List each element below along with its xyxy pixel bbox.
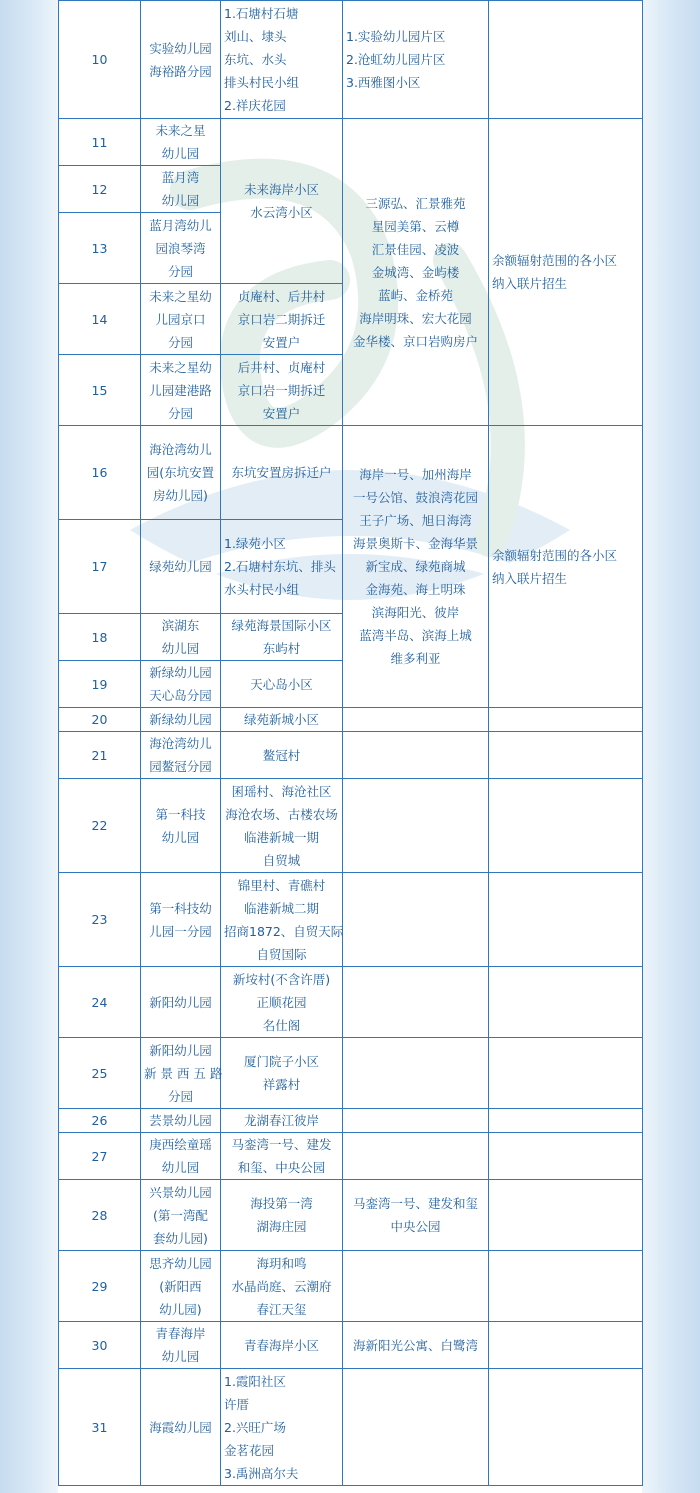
kindergarten-name-line: (第一湾配 [153,1207,208,1223]
zone-cell-line: 囷瑶村、海沧社区 [231,783,332,799]
row-number-line: 18 [91,629,108,645]
zone-cell-line: 金茗花园 [224,1442,275,1458]
row-number [59,779,141,873]
kindergarten-name-line: 海沧湾幼儿 [149,736,212,751]
note-cell [489,732,643,779]
community-cell-line: 金华楼、京口岩购房户 [352,333,478,349]
community-cell-line: 海岸明珠、宏大花园 [359,310,472,326]
row-number-line: 20 [91,712,108,727]
zone-cell-line: 许厝 [224,1396,250,1412]
zone-cell-line: 正顺花园 [256,994,307,1010]
zone-cell-line: 厦门院子小区 [243,1054,319,1069]
zone-cell-line: 青春海岸小区 [243,1337,319,1353]
kindergarten-name-line: (新阳西 [159,1278,202,1294]
kindergarten-name [141,967,221,1038]
community-cell [343,779,489,873]
row-number [59,1,141,119]
zone-cell [221,873,343,967]
row-number [59,1038,141,1109]
table-row [59,873,643,967]
kindergarten-name [141,1133,221,1180]
zone-cell [221,426,343,520]
community-cell [343,708,489,732]
note-cell [489,873,643,967]
kindergarten-name [141,1322,221,1369]
community-cell-line: 王子广场、旭日海湾 [359,513,472,528]
zone-cell-line: 京口岩一期拆迁 [237,382,326,398]
kindergarten-name-line: 分园 [167,334,193,350]
note-cell [489,708,643,732]
community-cell [343,1369,489,1486]
zone-cell [221,708,343,732]
community-cell-line: 维多利亚 [390,651,441,666]
row-number-line: 27 [91,1148,108,1164]
zone-cell-line: 贞庵村、后井村 [237,288,326,304]
zone-cell [221,284,343,355]
kindergarten-name-line: 幼儿园) [159,1301,202,1317]
left-border-decoration [0,0,58,1493]
row-number-line: 25 [91,1065,108,1081]
zone-cell-line: 2.祥庆花园 [224,98,286,113]
kindergarten-name-line: 海霞幼儿园 [149,1419,212,1435]
row-number-line: 23 [91,912,108,927]
zone-cell [221,661,343,708]
community-cell [343,1180,489,1251]
note-cell-line: 余额辐射范围的各小区 [492,547,618,563]
row-number-line: 31 [91,1419,108,1435]
row-number [59,1180,141,1251]
zone-cell [221,1,343,119]
row-number-line: 14 [91,311,108,327]
kindergarten-name-line: 分园 [167,1088,193,1104]
community-cell [343,1251,489,1322]
zone-cell-line: 海玥和鸣 [256,1255,307,1271]
community-cell [343,967,489,1038]
community-cell-line: 1.实验幼儿园片区 [346,29,446,44]
kindergarten-name-line: 幼儿园 [161,1349,200,1364]
community-cell-line: 海岸一号、加州海岸 [359,467,472,482]
note-cell [489,1322,643,1369]
note-cell [489,967,643,1038]
kindergarten-name-line: 海沧湾幼儿 [149,442,212,457]
zone-cell-line: 天心岛小区 [250,676,313,692]
row-number [59,426,141,520]
community-cell-line: 滨海阳光、彼岸 [371,605,460,620]
table-row [59,1322,643,1369]
zone-cell [221,1369,343,1486]
row-number [59,520,141,614]
row-number-line: 28 [91,1207,108,1223]
row-number-line: 13 [91,240,108,256]
row-number-line: 16 [91,465,108,480]
zone-cell-line: 未来海岸小区 [243,182,319,197]
table-row [59,1038,643,1109]
row-number [59,614,141,661]
table-row [59,732,643,779]
row-number-line: 21 [91,747,108,763]
table-row [59,708,643,732]
zone-cell [221,732,343,779]
row-number [59,873,141,967]
zone-cell-line: 东坑、水头 [224,52,287,67]
row-number-line: 10 [91,52,108,67]
row-number [59,967,141,1038]
table-row [59,1,643,119]
kindergarten-name [141,1251,221,1322]
community-cell [343,119,489,426]
community-cell-line: 一号公馆、鼓浪湾花园 [352,490,478,505]
row-number [59,1322,141,1369]
kindergarten-name-line: 幼儿园 [161,193,200,208]
zone-cell-line: 安置户 [262,405,301,421]
kindergarten-name-line: 新绿幼儿园 [149,712,212,727]
community-cell [343,873,489,967]
community-cell-line: 中央公园 [390,1219,441,1234]
community-cell [343,426,489,708]
zone-cell-line: 绿苑海景国际小区 [231,618,332,633]
zone-cell-line: 3.禹洲高尔夫 [224,1465,299,1481]
zone-cell-line: 海投第一湾 [250,1196,313,1211]
kindergarten-name-line: 海裕路分园 [149,63,212,79]
kindergarten-name-line: 分园 [167,405,193,421]
row-number-line: 17 [91,559,108,574]
community-cell-line: 马銮湾一号、建发和玺 [352,1196,478,1211]
zone-cell [221,520,343,614]
row-number-line: 22 [91,818,108,833]
zone-cell-line: 龙湖春江彼岸 [243,1113,319,1128]
kindergarten-name-line: 房幼儿园) [153,488,208,503]
zone-cell-line: 招商1872、自贸天际 [224,923,344,939]
row-number-line: 12 [91,181,108,197]
zone-cell-line: 新垵村(不含许厝) [232,971,331,987]
zone-cell-line: 春江天玺 [256,1301,307,1317]
zone-cell-line: 名仕阁 [262,1017,301,1033]
kindergarten-name [141,520,221,614]
row-number [59,708,141,732]
kindergarten-name-line: 天心岛分园 [149,688,212,703]
zone-cell-line: 绿苑新城小区 [243,712,319,727]
note-cell [489,1133,643,1180]
row-number-line: 11 [91,134,108,150]
kindergarten-name [141,284,221,355]
zone-cell-line: 水晶尚庭、云潮府 [231,1278,332,1294]
zone-cell [221,1322,343,1369]
kindergarten-name [141,1180,221,1251]
kindergarten-name-line: 园(东坑安置 [146,465,215,480]
kindergarten-name [141,1038,221,1109]
row-number-line: 24 [91,994,108,1010]
community-cell-line: 新宝成、绿苑商城 [365,559,466,574]
zone-cell-line: 锦里村、青礁村 [237,877,326,893]
kindergarten-name-line: 新阳幼儿园 [149,994,212,1010]
row-number [59,1369,141,1486]
zone-cell-line: 东屿村 [262,641,301,656]
note-cell [489,1251,643,1322]
row-number [59,1109,141,1133]
kindergarten-name-line: 幼儿园 [161,829,200,845]
zone-cell [221,779,343,873]
row-number [59,355,141,426]
kindergarten-name-line: 幼儿园 [161,146,200,161]
zone-cell [221,614,343,661]
note-cell-line: 纳入联片招生 [492,570,568,586]
zone-cell-line: 1.石塘村石塘 [224,6,299,21]
kindergarten-name [141,732,221,779]
community-cell [343,1,489,119]
zone-cell [221,355,343,426]
table-row [59,1109,643,1133]
kindergarten-name-line: 分园 [167,263,193,279]
community-cell [343,1038,489,1109]
zone-cell-line: 东坑安置房拆迁户 [231,465,332,480]
zone-cell [221,1180,343,1251]
community-cell-line: 汇景佳园、凌波 [371,241,460,257]
row-number-line: 15 [91,382,108,398]
community-cell-line: 金城湾、金屿楼 [371,264,460,280]
community-cell-line: 2.沧虹幼儿园片区 [346,52,446,67]
kindergarten-name [141,119,221,166]
kindergarten-name-line: 思齐幼儿园 [149,1255,212,1271]
kindergarten-name [141,661,221,708]
note-cell [489,119,643,426]
zone-cell-line: 临港新城二期 [243,900,319,916]
zone-cell-line: 自贸城 [262,852,301,868]
row-number-line: 29 [91,1278,108,1294]
row-number [59,284,141,355]
community-cell-line: 海景奥斯卡、金海华景 [352,536,478,551]
kindergarten-name [141,426,221,520]
table-row [59,1180,643,1251]
note-cell [489,1369,643,1486]
kindergarten-name-line: 园浪琴湾 [155,240,206,256]
kindergarten-name [141,779,221,873]
kindergarten-name-line: 滨湖东 [161,618,200,633]
note-cell [489,1038,643,1109]
kindergarten-name-line: 未来之星 [155,123,206,138]
kindergarten-name-line: 园鳌冠分园 [149,759,212,774]
enrollment-table [58,0,643,1486]
kindergarten-name [141,708,221,732]
kindergarten-name [141,1369,221,1486]
table-row [59,779,643,873]
kindergarten-name-line: 新 景 西 五 路 [144,1065,223,1081]
community-cell [343,732,489,779]
kindergarten-name-line: 蓝月湾 [161,170,200,185]
zone-cell-line: 后井村、贞庵村 [237,359,326,375]
note-cell [489,1109,643,1133]
community-cell-line: 蓝湾半岛、滨海上城 [359,628,472,643]
zone-cell-line: 自贸国际 [256,946,307,962]
community-cell [343,1109,489,1133]
zone-cell-line: 刘山、埭头 [224,29,287,44]
note-cell [489,1,643,119]
community-cell [343,1133,489,1180]
kindergarten-name-line: 儿园建港路 [149,382,212,398]
row-number-line: 19 [91,676,108,692]
community-cell [343,1322,489,1369]
table-row [59,1251,643,1322]
community-cell-line: 蓝屿、金桥苑 [377,287,453,303]
note-cell-line: 纳入联片招生 [492,276,568,291]
zone-cell-line: 水头村民小组 [224,582,300,597]
row-number-line: 30 [91,1337,108,1353]
zone-cell-line: 1.霞阳社区 [224,1373,286,1389]
table-row [59,1133,643,1180]
kindergarten-name-line: 绿苑幼儿园 [149,559,212,574]
note-cell [489,1180,643,1251]
table-row [59,967,643,1038]
kindergarten-name-line: 青春海岸 [155,1326,206,1341]
zone-cell-line: 鳌冠村 [262,747,301,763]
table-row [59,1369,643,1486]
zone-cell [221,1251,343,1322]
zone-cell-line: 安置户 [262,334,301,350]
table-row [59,119,643,166]
zone-cell-line: 京口岩二期拆迁 [237,311,326,327]
kindergarten-name-line: 儿园京口 [155,311,206,327]
kindergarten-name [141,166,221,213]
zone-cell-line: 马銮湾一号、建发 [231,1137,332,1152]
kindergarten-name-line: 儿园一分园 [149,923,212,939]
kindergarten-name-line: 庚西绘童瑶 [149,1137,212,1152]
zone-cell-line: 海沧农场、古楼农场 [225,806,338,822]
note-cell [489,426,643,708]
zone-cell-line: 临港新城一期 [243,829,319,845]
zone-cell-line: 和玺、中央公园 [237,1160,326,1175]
kindergarten-name-line: 幼儿园 [161,1160,200,1175]
kindergarten-name [141,1,221,119]
kindergarten-name-line: 芸景幼儿园 [149,1113,212,1128]
table-row [59,426,643,520]
zone-cell-line: 1.绿苑小区 [224,536,286,551]
community-cell-line: 金海苑、海上明珠 [365,582,466,597]
row-number [59,1133,141,1180]
row-number-line: 26 [91,1113,108,1128]
kindergarten-name-line: 新阳幼儿园 [149,1042,212,1058]
row-number [59,1251,141,1322]
community-cell-line: 三源弘、汇景雅苑 [365,195,466,211]
zone-cell-line: 祥露村 [262,1077,301,1092]
kindergarten-name [141,213,221,284]
row-number [59,119,141,166]
row-number [59,732,141,779]
zone-cell-line: 2.石塘村东坑、排头 [224,559,336,574]
zone-cell [221,1038,343,1109]
kindergarten-name [141,614,221,661]
kindergarten-name [141,355,221,426]
kindergarten-name-line: 套幼儿园) [153,1230,208,1246]
row-number [59,661,141,708]
zone-cell [221,1109,343,1133]
zone-cell [221,1133,343,1180]
note-cell-line: 余额辐射范围的各小区 [492,253,618,268]
zone-cell-line: 2.兴旺广场 [224,1419,286,1435]
kindergarten-name-line: 未来之星幼 [149,288,212,304]
kindergarten-name-line: 第一科技幼 [149,900,212,916]
community-cell-line: 星园美第、云樽 [371,218,460,234]
kindergarten-name-line: 蓝月湾幼儿 [149,217,212,233]
right-border-decoration [642,0,700,1493]
kindergarten-name-line: 兴景幼儿园 [149,1184,212,1200]
kindergarten-name-line: 未来之星幼 [149,359,212,375]
zone-cell-line: 湖海庄园 [256,1219,307,1234]
note-cell [489,779,643,873]
row-number [59,213,141,284]
kindergarten-name-line: 实验幼儿园 [149,40,212,56]
zone-cell [221,119,343,284]
zone-cell-line: 排头村民小组 [224,75,300,90]
zone-cell [221,967,343,1038]
kindergarten-name [141,1109,221,1133]
zone-cell-line: 水云湾小区 [250,205,313,220]
kindergarten-name-line: 幼儿园 [161,641,200,656]
kindergarten-name [141,873,221,967]
row-number [59,166,141,213]
kindergarten-name-line: 第一科技 [155,806,206,822]
community-cell-line: 3.西雅图小区 [346,75,421,90]
kindergarten-name-line: 新绿幼儿园 [149,665,212,680]
community-cell-line: 海新阳光公寓、白鹭湾 [352,1337,478,1353]
